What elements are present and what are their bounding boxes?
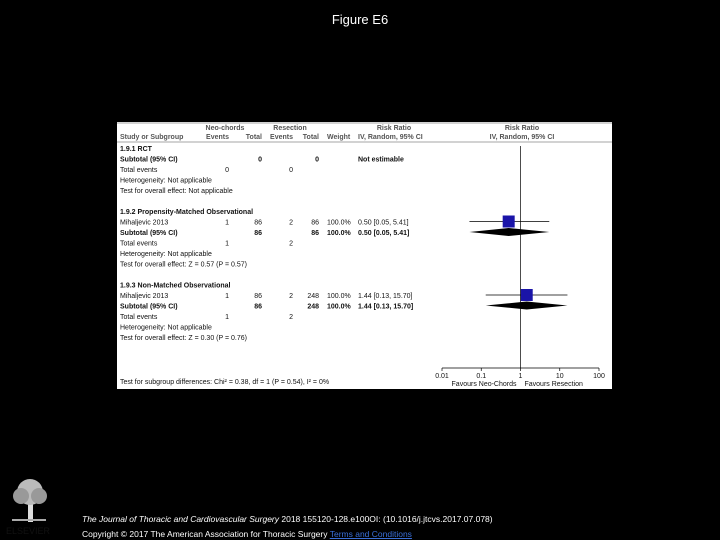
header-col-ci: IV, Random, 95% CI: [358, 134, 423, 141]
subgroup-name: 1.9.1 RCT: [120, 146, 152, 153]
citation-text: 2018 155120-128.e100OI: (10.1016/j.jtcvs.2017.07.078): [279, 514, 493, 524]
study-name: Mihaljevic 2013: [120, 219, 169, 227]
x-axis-tick-label: 0.01: [435, 373, 449, 380]
x-axis-tick-label: 1: [518, 373, 523, 380]
figure-title: Figure E6: [331, 12, 389, 27]
header-plot: Risk Ratio: [504, 125, 540, 132]
elsevier-wordmark: ELSEVIER: [6, 526, 51, 536]
study-events1: 1: [225, 219, 229, 227]
total-events-label: Total events: [120, 240, 158, 248]
study-total2: 86: [311, 219, 319, 227]
elsevier-logo: [6, 476, 70, 538]
study-total2: 248: [307, 293, 319, 300]
study-events2: 2: [289, 293, 293, 300]
subtotal-diamond: [486, 302, 568, 310]
subtotal-label: Subtotal (95% CI): [120, 303, 178, 311]
heterogeneity-text: Heterogeneity: Not applicable: [120, 177, 212, 185]
heterogeneity-text: Heterogeneity: Not applicable: [120, 251, 212, 258]
subtotal-label: Subtotal (95% CI): [120, 230, 178, 237]
overall-effect-text: Test for overall effect: Z = 0.30 (P = 0.76): [120, 335, 247, 342]
total-events1: 0: [225, 167, 229, 174]
study-total1: 86: [254, 219, 262, 227]
subtotal-ci: Not estimable: [358, 156, 404, 164]
header-group2: Resection: [273, 125, 307, 132]
heterogeneity-text: Heterogeneity: Not applicable: [120, 324, 212, 332]
header-plot-sub: IV, Random, 95% CI: [489, 134, 555, 141]
favours-left-label: Favours Neo-Chords: [451, 381, 517, 388]
subtotal-weight: 100.0%: [327, 230, 351, 237]
subgroup-name: 1.9.3 Non-Matched Observational: [120, 282, 231, 290]
study-square-marker: [503, 216, 515, 228]
subtotal-total1: 86: [254, 303, 262, 311]
journal-citation: [82, 514, 493, 524]
study-events1: 1: [225, 293, 229, 300]
subgroup-test-text: Test for subgroup differences: Chi² = 0.38, df = 1 (P = 0.54), I² = 0%: [120, 379, 330, 386]
header-col-study: Study or Subgroup: [120, 134, 184, 141]
study-square-marker: [521, 289, 533, 301]
study-weight: 100.0%: [327, 219, 351, 227]
total-events2: 2: [289, 240, 293, 248]
journal-name: The Journal of Thoracic and Cardiovascular Surgery: [82, 514, 280, 524]
header-group1: Neo-chords: [205, 125, 245, 132]
favours-right-label: Favours Resection: [524, 381, 583, 388]
copyright-text: Copyright © 2017 The American Association for Thoracic Surgery: [82, 529, 328, 539]
total-events2: 0: [289, 167, 293, 174]
total-events1: 1: [225, 314, 229, 321]
elsevier-tree-icon: [12, 479, 47, 522]
header-col-events2: Events: [270, 134, 293, 141]
total-events-label: Total events: [120, 167, 158, 174]
forest-plot-panel: [117, 122, 612, 389]
copyright-line: [82, 529, 412, 539]
subtotal-total2: 0: [315, 156, 319, 164]
study-name: Mihaljevic 2013: [120, 293, 169, 300]
terms-link[interactable]: Terms and Conditions: [329, 529, 412, 539]
header-col-events1: Events: [206, 134, 229, 141]
total-events-label: Total events: [120, 314, 158, 321]
subtotal-label: Subtotal (95% CI): [120, 156, 178, 164]
header-col-total1: Total: [245, 134, 262, 141]
subtotal-ci: 0.50 [0.05, 5.41]: [358, 230, 410, 237]
total-events1: 1: [225, 240, 229, 248]
x-axis-tick-label: 100: [593, 373, 605, 380]
study-ci: 0.50 [0.05, 5.41]: [358, 219, 409, 227]
header-ratio: Risk Ratio: [376, 125, 412, 132]
header-col-total2: Total: [302, 134, 319, 141]
x-axis-tick-label: 10: [555, 373, 564, 380]
subtotal-weight: 100.0%: [327, 303, 351, 311]
subtotal-total2: 86: [311, 230, 319, 237]
subtotal-total2: 248: [307, 303, 319, 311]
study-events2: 2: [289, 219, 293, 227]
subtotal-total1: 86: [254, 230, 262, 237]
total-events2: 2: [289, 314, 293, 321]
header-col-weight: Weight: [327, 134, 351, 141]
subtotal-total1: 0: [258, 156, 262, 164]
overall-effect-text: Test for overall effect: Not applicable: [120, 188, 233, 195]
subtotal-diamond: [469, 228, 549, 236]
subtotal-ci: 1.44 [0.13, 15.70]: [358, 303, 414, 311]
forest-plot: [117, 122, 612, 389]
overall-effect-text: Test for overall effect: Z = 0.57 (P = 0.57): [120, 261, 247, 269]
x-axis-tick-label: 0.1: [476, 373, 487, 380]
study-ci: 1.44 [0.13, 15.70]: [358, 293, 413, 300]
study-weight: 100.0%: [327, 293, 351, 300]
study-total1: 86: [254, 293, 262, 300]
subgroup-name: 1.9.2 Propensity-Matched Observational: [120, 209, 254, 216]
